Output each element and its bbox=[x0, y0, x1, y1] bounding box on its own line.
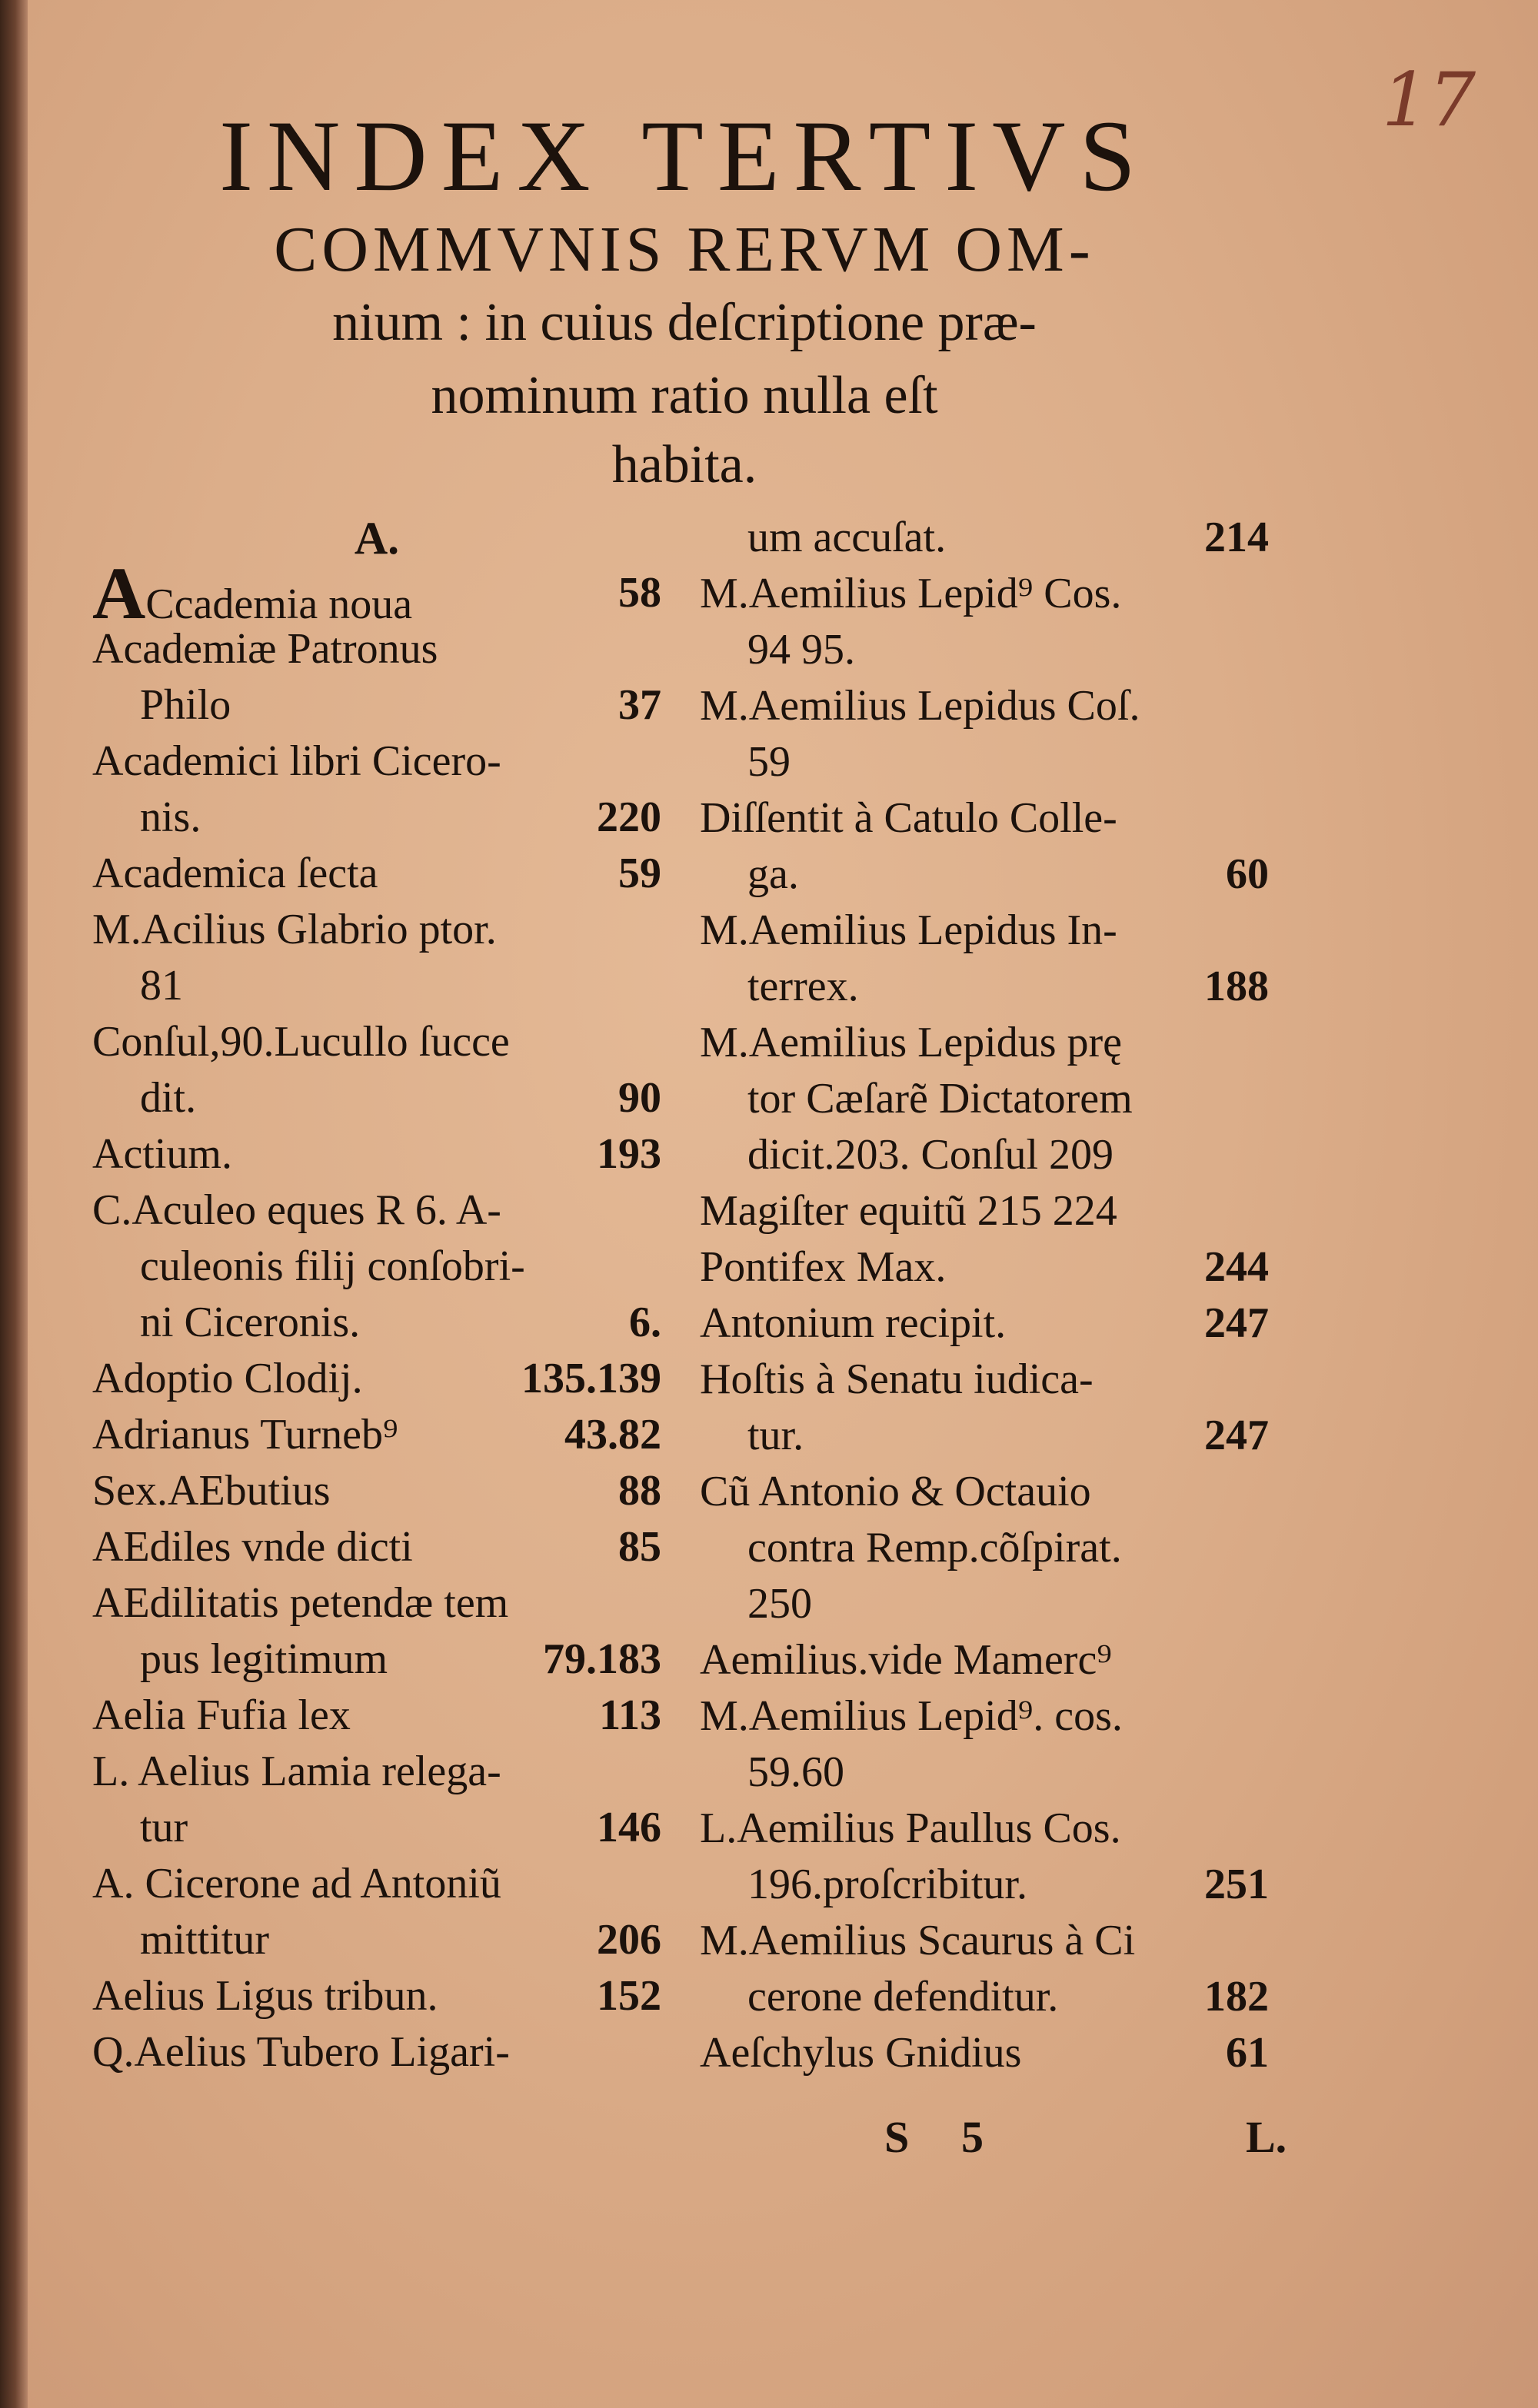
signature-number: 5 bbox=[961, 2112, 984, 2162]
entry-text bbox=[92, 621, 438, 677]
entry-page-number: 6. bbox=[629, 1299, 661, 1346]
entry-text bbox=[92, 1968, 438, 2024]
entry-text bbox=[92, 1856, 501, 1912]
entry-text bbox=[700, 1688, 1123, 1744]
entry-text bbox=[92, 1519, 413, 1575]
entry-text bbox=[140, 790, 201, 846]
catchword: L. bbox=[1246, 2112, 1287, 2162]
entry-text bbox=[747, 1071, 1133, 1127]
entry-text-content: AEdilitatis petendæ tem bbox=[92, 1579, 509, 1627]
index-entry bbox=[92, 1912, 661, 1968]
index-entry bbox=[700, 1295, 1269, 1352]
entry-text-content: contra Remp.cõſpirat. bbox=[747, 1524, 1122, 1572]
index-entry bbox=[92, 1239, 661, 1295]
entry-text bbox=[92, 1014, 510, 1070]
entry-page-number: 251 bbox=[1204, 1861, 1269, 1908]
entry-text bbox=[92, 733, 501, 790]
entry-text-content: M.Acilius Glabrio ptor. bbox=[92, 906, 497, 953]
entry-text-content: M.Aemilius Lepid⁹ Cos. bbox=[700, 570, 1122, 617]
entry-text-content: 59.60 bbox=[747, 1748, 844, 1796]
entry-text bbox=[92, 1351, 363, 1407]
index-entry bbox=[700, 1127, 1269, 1183]
entry-text bbox=[700, 1183, 1117, 1239]
entry-text-content: Adrianus Turneb⁹ bbox=[92, 1411, 398, 1458]
index-entry bbox=[700, 1015, 1269, 1071]
index-entry bbox=[700, 1183, 1269, 1239]
entry-text-content: M.Aemilius Lepidus In- bbox=[700, 906, 1117, 954]
entry-page-number: 113 bbox=[599, 1691, 661, 1739]
section-letter-heading: A. bbox=[354, 513, 400, 564]
entry-page-number: 37 bbox=[618, 681, 661, 729]
entry-text-content: M.Aemilius Scaurus à Ci bbox=[700, 1917, 1136, 1964]
index-entry bbox=[700, 510, 1269, 566]
index-entry bbox=[92, 1631, 661, 1688]
entry-text bbox=[92, 1688, 351, 1744]
entry-text bbox=[700, 1295, 1006, 1352]
index-entry bbox=[700, 903, 1269, 959]
folio-number: 17 bbox=[1381, 57, 1476, 143]
entry-page-number: 247 bbox=[1204, 1299, 1269, 1347]
title-line-3: habita. bbox=[611, 435, 757, 494]
entry-text bbox=[747, 1520, 1122, 1576]
entry-text bbox=[700, 1239, 946, 1295]
entry-text bbox=[700, 1464, 1091, 1520]
entry-text-content: Adoptio Clodij. bbox=[92, 1355, 363, 1402]
entry-text-content: M.Aemilius Lepidus Coſ. bbox=[700, 682, 1140, 730]
entry-page-number: 60 bbox=[1226, 850, 1269, 898]
title-line-2: nominum ratio nulla eſt bbox=[431, 366, 938, 425]
entry-text-content: Academica ſecta bbox=[92, 850, 378, 897]
index-entry bbox=[92, 846, 661, 902]
entry-text-content: Q.Aelius Tubero Ligari- bbox=[92, 2028, 510, 2076]
entry-text-content: L.Aemilius Paullus Cos. bbox=[700, 1804, 1121, 1852]
index-entry bbox=[92, 958, 661, 1014]
entry-text bbox=[747, 734, 791, 790]
entry-text bbox=[140, 1631, 388, 1688]
entry-text-content: M.Aemilius Lepid⁹. cos. bbox=[700, 1692, 1123, 1740]
entry-text bbox=[92, 1407, 398, 1463]
entry-text-content: Magiſter equitũ 215 224 bbox=[700, 1187, 1117, 1235]
entry-page-number: 85 bbox=[618, 1523, 661, 1571]
index-entry bbox=[700, 959, 1269, 1015]
entry-text-content: 196.proſcribitur. bbox=[747, 1861, 1027, 1908]
index-entry bbox=[92, 1968, 661, 2024]
entry-text-content: A. Cicerone ad Antoniũ bbox=[92, 1860, 501, 1907]
entry-text-content: 81 bbox=[140, 962, 183, 1009]
entry-text bbox=[140, 1800, 188, 1856]
entry-text bbox=[747, 1576, 812, 1632]
index-entry bbox=[700, 1408, 1269, 1464]
entry-text-content: 250 bbox=[747, 1580, 812, 1628]
entry-text bbox=[747, 510, 946, 566]
entry-text-content: 59 bbox=[747, 738, 791, 786]
entry-text-content: mittitur bbox=[140, 1916, 269, 1964]
entry-text-content: dit. bbox=[140, 1074, 197, 1122]
entry-text-content: L. Aelius Lamia relega- bbox=[92, 1748, 501, 1795]
entry-text-content: Aelius Ligus tribun. bbox=[92, 1972, 438, 2020]
index-entry bbox=[700, 1969, 1269, 2025]
index-entry bbox=[92, 1182, 661, 1239]
page-footer bbox=[846, 2107, 1338, 2168]
entry-text-content: pus legitimum bbox=[140, 1635, 388, 1683]
entry-text bbox=[747, 1969, 1058, 2025]
title-line-1: nium : in cuius deſcriptione præ- bbox=[332, 293, 1037, 352]
index-entry bbox=[700, 846, 1269, 903]
entry-text bbox=[700, 1352, 1094, 1408]
entry-page-number: 135.139 bbox=[521, 1355, 661, 1402]
index-entry bbox=[92, 1126, 661, 1182]
index-entry bbox=[700, 1239, 1269, 1295]
entry-page-number: 90 bbox=[618, 1074, 661, 1122]
entry-text-content: Hoſtis à Senatu iudica- bbox=[700, 1355, 1094, 1403]
entry-text bbox=[700, 1913, 1135, 1969]
entry-page-number: 206 bbox=[597, 1916, 661, 1964]
entry-text-content: Aelia Fufia lex bbox=[92, 1691, 351, 1739]
entry-page-number: 58 bbox=[618, 569, 661, 617]
entry-text-content: dicit.203. Conſul 209 bbox=[747, 1131, 1114, 1179]
entry-text-content: um accuſat. bbox=[747, 514, 947, 561]
index-entry bbox=[700, 1464, 1269, 1520]
index-entry bbox=[92, 2024, 661, 2080]
index-entry bbox=[92, 1295, 661, 1351]
index-entry bbox=[92, 733, 661, 790]
entry-page-number: 152 bbox=[597, 1972, 661, 2020]
entry-text bbox=[92, 1744, 501, 1800]
entry-text bbox=[700, 566, 1121, 622]
index-entry bbox=[92, 1856, 661, 1912]
entry-text-content: cerone defenditur. bbox=[747, 1973, 1059, 2021]
entry-text bbox=[747, 1408, 804, 1464]
entry-text-content: Aemilius.vide Mamerc⁹ bbox=[700, 1636, 1112, 1684]
entry-text bbox=[700, 1015, 1122, 1071]
entry-text-content: Aeſchylus Gnidius bbox=[700, 2029, 1022, 2077]
entry-text bbox=[747, 1857, 1027, 1913]
index-entry bbox=[700, 2025, 1269, 2081]
entry-text-content: terrex. bbox=[747, 963, 859, 1010]
entry-text-content: Academiæ Patronus bbox=[92, 625, 438, 673]
signature-mark: S bbox=[884, 2112, 910, 2162]
entry-text-content: Conſul,90.Lucullo ſucce bbox=[92, 1018, 510, 1066]
entry-text bbox=[92, 1463, 331, 1519]
entry-page-number: 61 bbox=[1226, 2029, 1269, 2077]
index-entry bbox=[92, 1744, 661, 1800]
entry-text bbox=[92, 846, 378, 902]
entry-text-content: culeonis filij conſobri- bbox=[140, 1242, 525, 1290]
entry-page-number: 214 bbox=[1204, 514, 1269, 561]
entry-page-number: 79.183 bbox=[543, 1635, 661, 1683]
entry-page-number: 88 bbox=[618, 1467, 661, 1515]
index-entry bbox=[92, 902, 661, 958]
index-entry bbox=[92, 1800, 661, 1856]
entry-text bbox=[700, 790, 1117, 846]
entry-page-number: 182 bbox=[1204, 1973, 1269, 2021]
index-entry bbox=[92, 1351, 661, 1407]
entry-text-content: AEdiles vnde dicti bbox=[92, 1523, 413, 1571]
entry-text bbox=[140, 1070, 196, 1126]
drop-cap: A bbox=[92, 552, 146, 634]
index-entry bbox=[92, 1070, 661, 1126]
entry-text-content: Cũ Antonio & Octauio bbox=[700, 1468, 1091, 1515]
index-entry bbox=[92, 1407, 661, 1463]
entry-text bbox=[92, 2024, 510, 2080]
entry-page-number: 244 bbox=[1204, 1243, 1269, 1291]
entry-text bbox=[140, 1239, 525, 1295]
index-entry bbox=[700, 1520, 1269, 1576]
entry-text-content: nis. bbox=[140, 793, 201, 841]
entry-text bbox=[92, 902, 497, 958]
entry-text bbox=[700, 1801, 1121, 1857]
index-title: INDEX TERTIVS bbox=[219, 99, 1150, 212]
entry-page-number: 43.82 bbox=[564, 1411, 661, 1458]
entry-text bbox=[140, 958, 183, 1014]
entry-text-content: Pontifex Max. bbox=[700, 1243, 947, 1291]
entry-text-content: 94 95. bbox=[747, 626, 855, 674]
index-entry bbox=[700, 1352, 1269, 1408]
entry-text-content: tur. bbox=[747, 1412, 804, 1459]
entry-text-content: Diſſentit à Catulo Colle- bbox=[700, 794, 1117, 842]
index-entry bbox=[700, 1857, 1269, 1913]
entry-page-number: 146 bbox=[597, 1804, 661, 1851]
index-entry bbox=[700, 790, 1269, 846]
entry-text-content: tor Cæſarẽ Dictatorem bbox=[747, 1075, 1133, 1123]
entry-text bbox=[747, 1744, 844, 1801]
entry-text bbox=[92, 1126, 232, 1182]
index-entry bbox=[700, 1913, 1269, 1969]
entry-text bbox=[140, 677, 231, 733]
index-column-right bbox=[700, 510, 1269, 2081]
index-entry bbox=[700, 1576, 1269, 1632]
index-entry bbox=[700, 1744, 1269, 1801]
index-entry bbox=[92, 621, 661, 677]
entry-page-number: 59 bbox=[618, 850, 661, 897]
entry-text bbox=[700, 2025, 1021, 2081]
entry-text-content: C.Aculeo eques R 6. A- bbox=[92, 1186, 501, 1234]
entry-text-content: Actium. bbox=[92, 1130, 232, 1178]
entry-text-content: Philo bbox=[140, 681, 231, 729]
index-entry bbox=[700, 1632, 1269, 1688]
entry-page-number: 220 bbox=[597, 793, 661, 841]
entry-text-content: M.Aemilius Lepidus prę bbox=[700, 1019, 1123, 1066]
entry-text-content: Antonium recipit. bbox=[700, 1299, 1007, 1347]
index-entry bbox=[92, 1014, 661, 1070]
entry-text-content: Ccademia noua bbox=[145, 580, 413, 628]
entry-text-content: Academici libri Cicero- bbox=[92, 737, 501, 785]
index-entry bbox=[92, 790, 661, 846]
entry-page-number: 247 bbox=[1204, 1412, 1269, 1459]
entry-text bbox=[140, 1295, 360, 1351]
index-entry bbox=[700, 734, 1269, 790]
entry-text bbox=[747, 959, 859, 1015]
index-entry bbox=[92, 1519, 661, 1575]
index-entry bbox=[92, 1463, 661, 1519]
entry-text bbox=[92, 1182, 501, 1239]
index-entry bbox=[700, 1071, 1269, 1127]
index-entry bbox=[700, 1801, 1269, 1857]
entry-text bbox=[747, 622, 855, 678]
index-entry bbox=[700, 1688, 1269, 1744]
entry-text bbox=[700, 678, 1140, 734]
index-subtitle: COMMVNIS RERVM OM- bbox=[274, 214, 1095, 285]
index-entry bbox=[92, 677, 661, 733]
index-entry bbox=[700, 622, 1269, 678]
entry-text-content: tur bbox=[140, 1804, 188, 1851]
entry-text bbox=[700, 903, 1117, 959]
entry-text bbox=[747, 1127, 1114, 1183]
entry-text-content: ni Ciceronis. bbox=[140, 1299, 361, 1346]
entry-text bbox=[92, 1575, 508, 1631]
entry-page-number: 188 bbox=[1204, 963, 1269, 1010]
entry-text bbox=[140, 1912, 269, 1968]
entry-page-number: 193 bbox=[597, 1130, 661, 1178]
book-spine-shadow bbox=[0, 0, 28, 2408]
entry-text bbox=[747, 846, 799, 903]
index-column-left bbox=[92, 552, 661, 2080]
index-entry bbox=[92, 552, 661, 634]
entry-text-content: ga. bbox=[747, 850, 799, 898]
entry-text-content: Sex.AEbutius bbox=[92, 1467, 331, 1515]
index-entry bbox=[92, 1575, 661, 1631]
entry-text bbox=[700, 1632, 1112, 1688]
index-entry bbox=[700, 678, 1269, 734]
index-entry bbox=[700, 566, 1269, 622]
index-entry bbox=[92, 1688, 661, 1744]
